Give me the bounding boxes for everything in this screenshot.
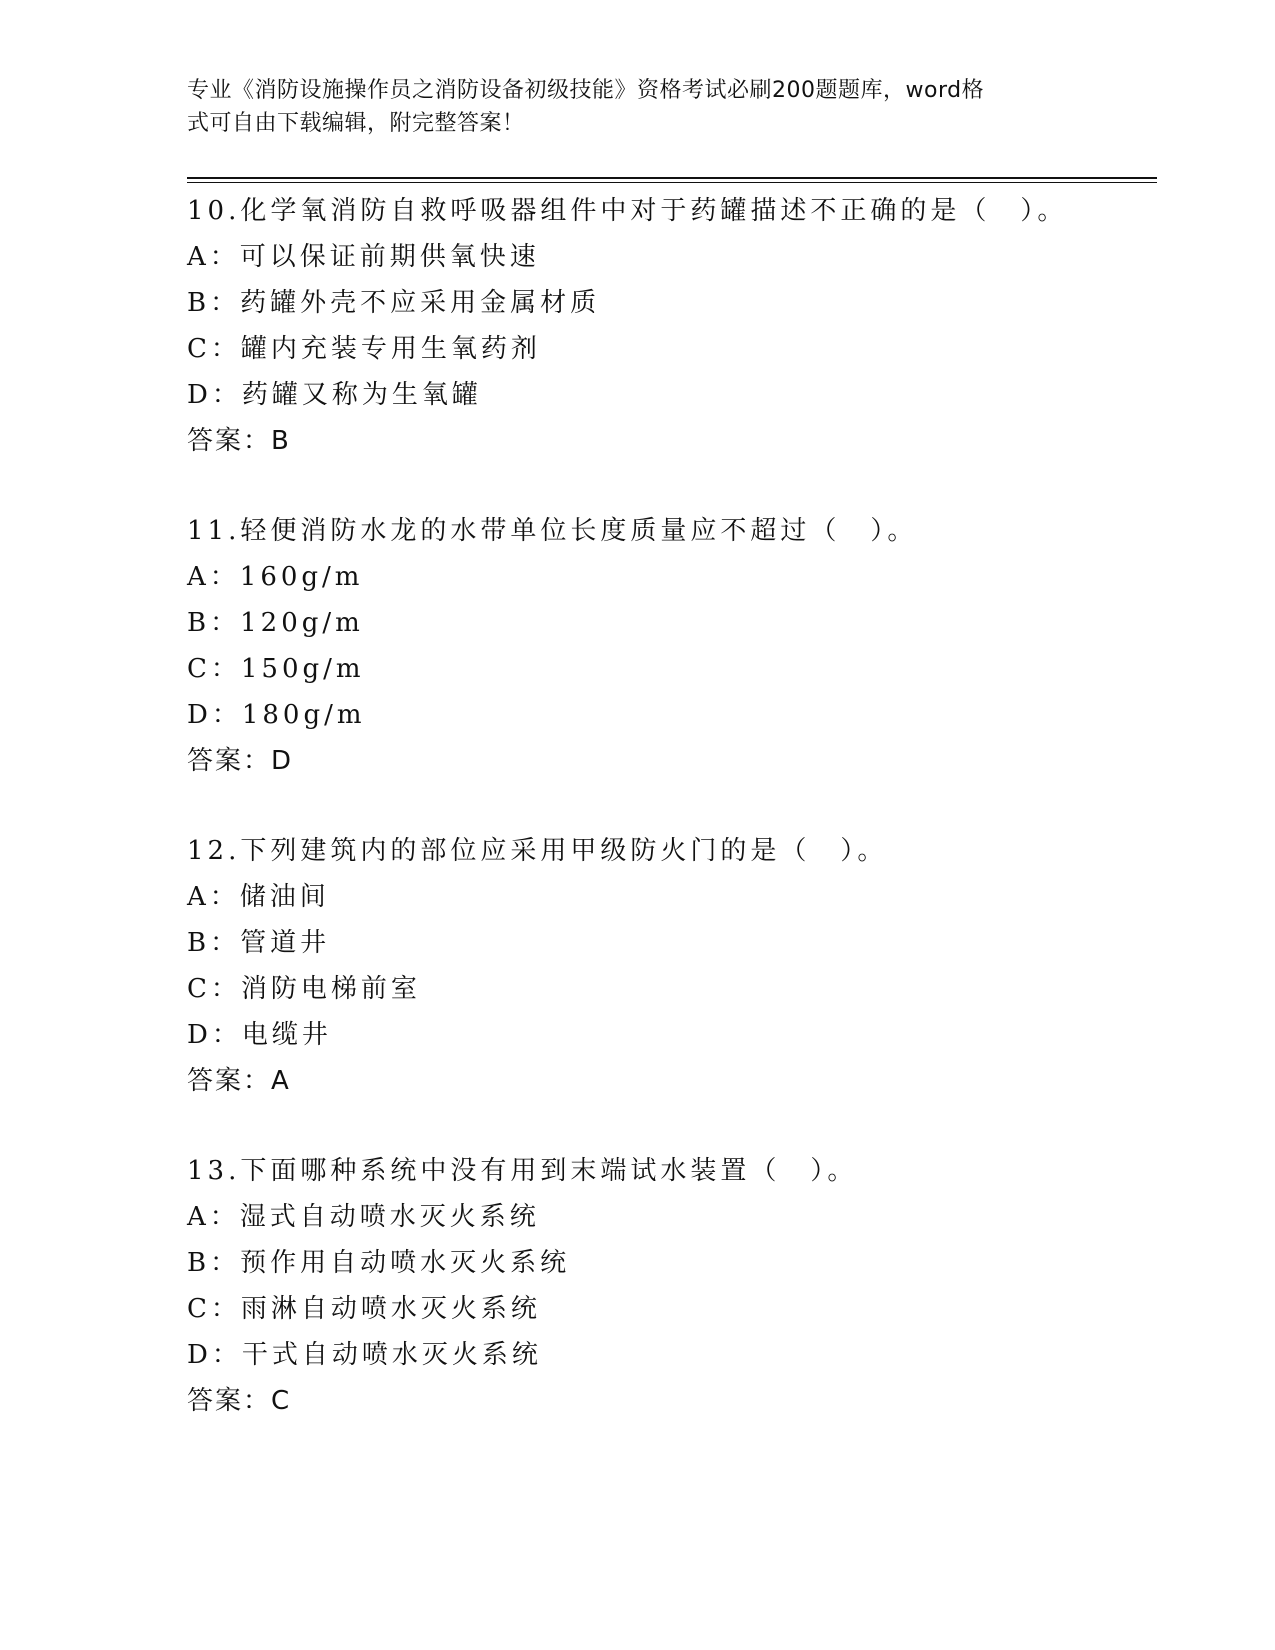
option-d: D：干式自动喷水灭火系统 xyxy=(187,1340,542,1370)
answer-line: 答案：D xyxy=(187,746,294,776)
header-divider-thick xyxy=(187,177,1157,179)
option-a: A：160g/m xyxy=(187,562,364,592)
question-stem: 10.化学氧消防自救呼吸器组件中对于药罐描述不正确的是（ ）。 xyxy=(187,196,1068,226)
document-header xyxy=(187,74,1067,140)
answer-line: 答案：B xyxy=(187,426,291,456)
option-b: B：预作用自动喷水灭火系统 xyxy=(187,1248,571,1278)
option-c: C：150g/m xyxy=(187,654,365,684)
option-b: B：药罐外壳不应采用金属材质 xyxy=(187,288,601,318)
question-11 xyxy=(187,508,1167,784)
answer-line: 答案：A xyxy=(187,1066,291,1096)
question-stem: 11.轻便消防水龙的水带单位长度质量应不超过（ ）。 xyxy=(187,516,918,546)
header-line-2: 式可自由下载编辑，附完整答案！ xyxy=(187,111,525,136)
option-c: C：雨淋自动喷水灭火系统 xyxy=(187,1294,541,1324)
option-d: D：180g/m xyxy=(187,700,366,730)
header-line-1: 专业《消防设施操作员之消防设备初级技能》资格考试必刷200题题库，word格 xyxy=(187,78,985,103)
question-12 xyxy=(187,828,1167,1104)
option-d: D：药罐又称为生氧罐 xyxy=(187,380,482,410)
option-a: A：湿式自动喷水灭火系统 xyxy=(187,1202,540,1232)
header-divider-thin xyxy=(187,182,1157,183)
answer-line: 答案：C xyxy=(187,1386,292,1416)
option-b: B：120g/m xyxy=(187,608,364,638)
option-c: C：罐内充装专用生氧药剂 xyxy=(187,334,541,364)
option-a: A：储油间 xyxy=(187,882,330,912)
option-d: D：电缆井 xyxy=(187,1020,332,1050)
option-c: C：消防电梯前室 xyxy=(187,974,421,1004)
question-10 xyxy=(187,188,1167,464)
question-stem: 12.下列建筑内的部位应采用甲级防火门的是（ ）。 xyxy=(187,836,888,866)
question-stem: 13.下面哪种系统中没有用到末端试水装置（ ）。 xyxy=(187,1156,858,1186)
option-b: B：管道井 xyxy=(187,928,331,958)
option-a: A：可以保证前期供氧快速 xyxy=(187,242,540,272)
question-13 xyxy=(187,1148,1167,1424)
